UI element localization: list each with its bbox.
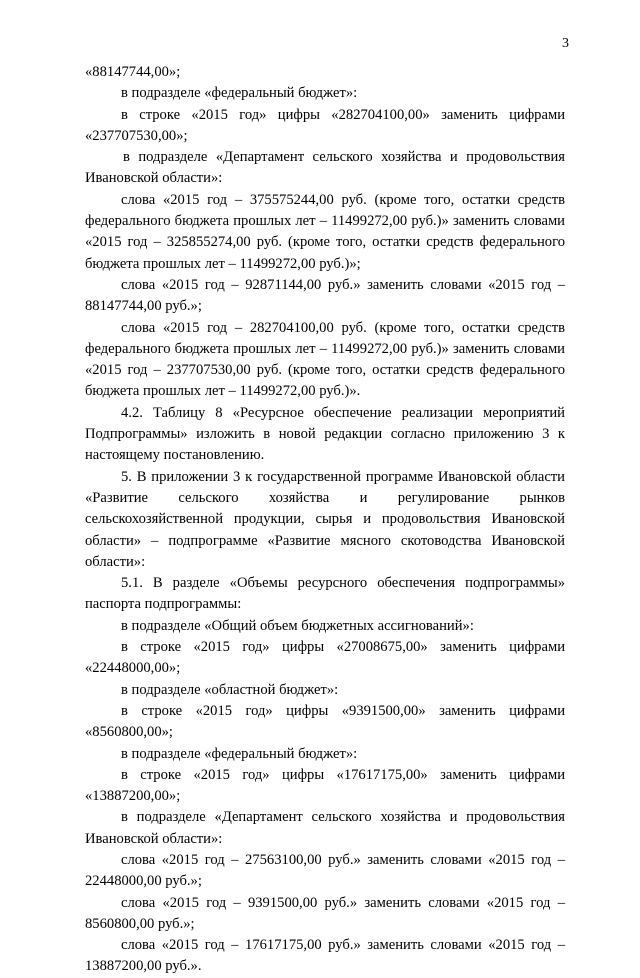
paragraph: в подразделе «федеральный бюджет»: xyxy=(121,85,358,102)
paragraph: в строке «2015 год» цифры «27008675,00» заменить цифрами «22448000,00»; xyxy=(85,639,565,677)
paragraph: в подразделе «Департамент сельского хозяйства и продовольствия Ивановской области»: xyxy=(85,809,565,847)
paragraph: слова «2015 год – 375575244,00 руб. (кроме того, остатки средств федерального бюджета прошлых лет – 11499272,00 руб.)» заменить словами «2015 год – 325855274,00 руб. (кроме того, остатки средств федерального бюджета прошлых лет – 11499272,00 руб.)»; xyxy=(85,191,565,272)
paragraph: в строке «2015 год» цифры «282704100,00» заменить цифрами «237707530,00»; xyxy=(85,106,565,144)
paragraph: слова «2015 год – 92871144,00 руб.» заменить словами «2015 год – 88147744,00 руб.»; xyxy=(85,276,565,315)
page-number: 3 xyxy=(562,36,569,51)
paragraph: 5.1. В разделе «Объемы ресурсного обеспечения подпрограммы» паспорта подпрограммы: xyxy=(85,575,565,613)
paragraph: в подразделе «областной бюджет»: xyxy=(121,681,339,698)
paragraph: в подразделе «федеральный бюджет»: xyxy=(121,745,358,762)
document-body xyxy=(85,62,565,978)
paragraph: слова «2015 год – 27563100,00 руб.» заменить словами «2015 год – 22448000,00 руб.»; xyxy=(85,851,565,890)
paragraph: слова «2015 год – 17617175,00 руб.» заменить словами «2015 год – 13887200,00 руб.». xyxy=(85,937,565,975)
paragraph: слова «2015 год – 282704100,00 руб. (кроме того, остатки средств федерального бюджета прошлых лет – 11499272,00 руб.)» заменить словами «2015 год – 237707530,00 руб. (кроме того, остатки средств федерального бюджета прошлых лет – 11499272,00 руб.)». xyxy=(85,319,565,400)
paragraph: в подразделе «Общий объем бюджетных ассигнований»: xyxy=(121,617,474,634)
paragraph: слова «2015 год – 9391500,00 руб.» заменить словами «2015 год – 8560800,00 руб.»; xyxy=(85,894,565,932)
paragraph: 4.2. Таблицу 8 «Ресурсное обеспечение реализации мероприятий Подпрограммы» изложить в новой редакции согласно приложению 3 к настоящему постановлению. xyxy=(85,404,565,464)
paragraph: 5. В приложении 3 к государственной программе Ивановской области «Развитие сельского хозяйства и регулирование рынков сельскохозяйственной продукции, сырья и продовольствия Ивановской области» – подпрограмме «Развитие мясного скотоводства Ивановской области»: xyxy=(85,468,565,570)
paragraph: в строке «2015 год» цифры «17617175,00» заменить цифрами «13887200,00»; xyxy=(85,766,565,805)
paragraph: в строке «2015 год» цифры «9391500,00» заменить цифрами «8560800,00»; xyxy=(85,702,565,741)
paragraph: «88147744,00»; xyxy=(85,64,181,80)
paragraph: в подразделе «Департамент сельского хозяйства и продовольствия Ивановской области»: xyxy=(85,149,565,187)
